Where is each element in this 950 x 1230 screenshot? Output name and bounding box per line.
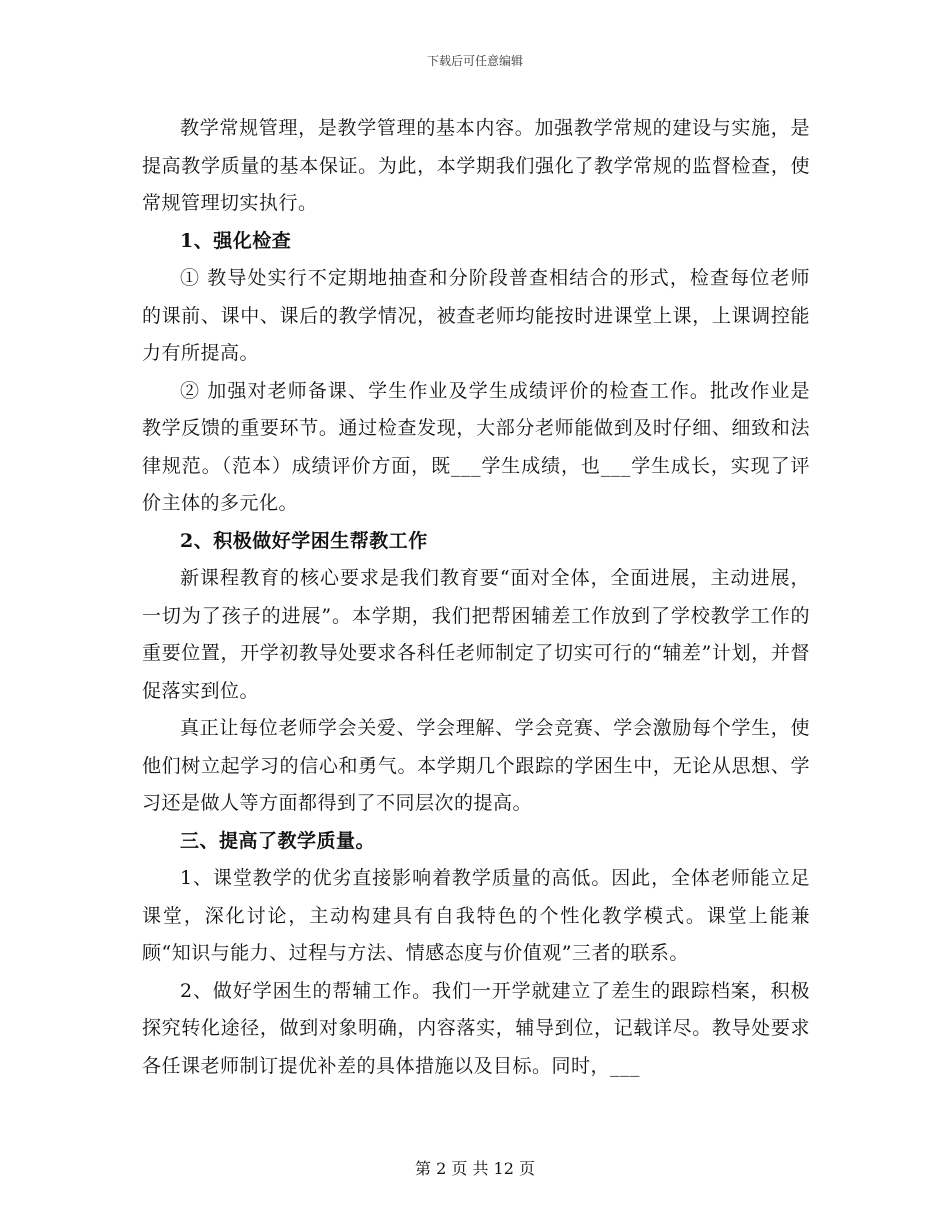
paragraph-quality-1: 1、课堂教学的优劣直接影响着教学质量的高低。因此，全体老师能立足课堂，深化讨论，主动构建具有自我特色的个性化教学模式。课堂上能兼顾“知识与能力、过程与方法、情感态度与价值观”三者的联系。	[142, 867, 810, 964]
intro-paragraph: 教学常规管理，是教学管理的基本内容。加强教学常规的建设与实施，是提高教学质量的基本保证。为此，本学期我们强化了教学常规的监督检查，使常规管理切实执行。	[142, 117, 810, 214]
paragraph-quality-2: 2、做好学困生的帮辅工作。我们一开学就建立了差生的跟踪档案，积极探究转化途径，做到对象明确，内容落实，辅导到位，记载详尽。教导处要求各任课老师制订提优补差的具体措施以及目标。同时，___	[142, 979, 810, 1077]
paragraph-tutoring-1: 新课程教育的核心要求是我们教育要“面对全体，全面进展，主动进展，一切为了孩子的进展”。本学期，我们把帮困辅差工作放到了学校教学工作的重要位置，开学初教导处要求各科任老师制定了切实可行的“辅差”计划，并督促落实到位。	[142, 567, 810, 702]
section-heading-tutoring: 2、积极做好学困生帮教工作	[180, 529, 428, 552]
section-heading-inspection: 1、强化检查	[180, 229, 292, 252]
page-footer: 第 2 页 共 12 页	[415, 1159, 535, 1178]
page-header: 下载后可任意编辑	[426, 54, 523, 68]
paragraph-tutoring-2: 真正让每位老师学会关爱、学会理解、学会竞赛、学会激励每个学生，使他们树立起学习的信心和勇气。本学期几个跟踪的学困生中，无论从思想、学习还是做人等方面都得到了不同层次的提高。	[142, 717, 810, 814]
paragraph-inspection-1: ① 教导处实行不定期地抽查和分阶段普查相结合的形式，检查每位老师的课前、课中、课后的教学情况，被查老师均能按时进课堂上课，上课调控能力有所提高。	[142, 267, 810, 364]
document-body	[142, 110, 810, 1085]
paragraph-inspection-2: ② 加强对老师备课、学生作业及学生成绩评价的检查工作。批改作业是教学反馈的重要环节。通过检查发现，大部分老师能做到及时仔细、细致和法律规范。（范本）成绩评价方面，既___学生成绩，也___学生成长，实现了评价主体的多元化。	[142, 379, 810, 514]
section-heading-quality: 三、提高了教学质量。	[180, 829, 376, 852]
